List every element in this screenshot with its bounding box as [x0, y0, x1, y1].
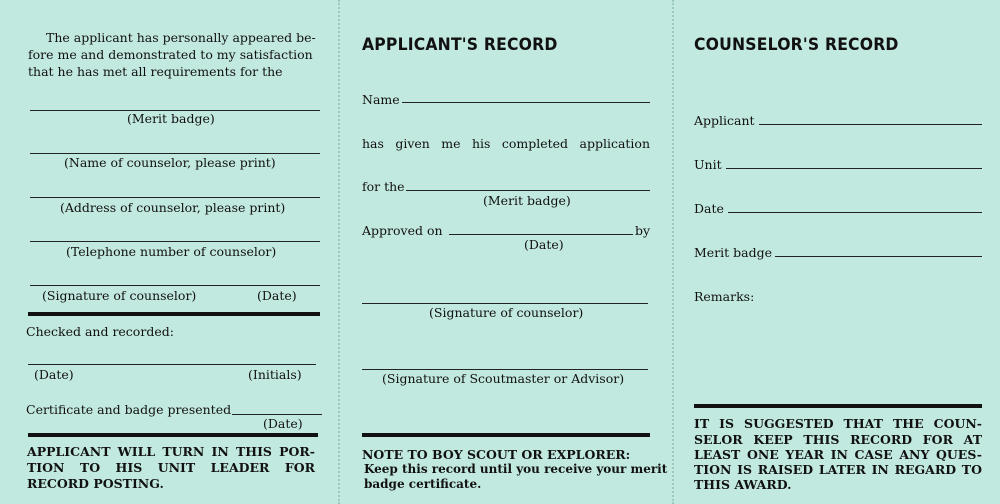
checked-recorded-label: Checked and recorded:	[26, 324, 174, 339]
middle-counselor-signature-caption: (Signature of counselor)	[429, 305, 584, 320]
counselor-address-caption: (Address of counselor, please print)	[60, 200, 286, 215]
initials-caption: (Initials)	[248, 367, 302, 382]
merit-badge-label: Merit badge	[694, 245, 773, 260]
right-footer-line-5: THIS AWARD.	[694, 477, 792, 492]
certificate-date-caption: (Date)	[263, 416, 303, 431]
right-footer-line-1: IT IS SUGGESTED THAT THE COUN-	[694, 416, 982, 431]
counselor-signature-caption: (Signature of counselor)	[42, 288, 197, 303]
left-footer-line-2: TION TO HIS UNIT LEADER FOR	[27, 460, 315, 475]
checked-recorded-line[interactable]	[28, 364, 316, 365]
right-footer-line-3: LEAST ONE YEAR IN CASE ANY QUES-	[694, 447, 982, 462]
applicant-line[interactable]	[759, 124, 982, 125]
checked-date-caption: (Date)	[34, 367, 74, 382]
approved-date-caption: (Date)	[524, 237, 564, 252]
counselor-phone-caption: (Telephone number of counselor)	[66, 244, 277, 259]
counselor-record-heading: COUNSELOR'S RECORD	[694, 35, 899, 55]
approved-on-label: Approved on	[362, 223, 443, 238]
footer-bar-left	[28, 433, 318, 437]
name-line[interactable]	[402, 102, 650, 103]
footer-bar-middle	[362, 433, 650, 437]
by-label: by	[635, 223, 651, 238]
date-line[interactable]	[728, 212, 982, 213]
scoutmaster-signature-caption: (Signature of Scoutmaster or Advisor)	[382, 371, 625, 386]
for-the-label: for the	[362, 179, 405, 194]
applicant-record-heading: APPLICANT'S RECORD	[362, 35, 558, 55]
merit-badge-record-line[interactable]	[775, 256, 982, 257]
counselor-signature-line[interactable]	[30, 285, 320, 286]
footer-bar-right	[694, 404, 982, 408]
unit-line[interactable]	[726, 168, 982, 169]
left-footer-line-3: RECORD POSTING.	[27, 476, 164, 491]
intro-line-1: The applicant has personally appeared be-	[46, 30, 316, 45]
right-footer-line-2: SELOR KEEP THIS RECORD FOR AT	[694, 432, 982, 447]
applicant-label: Applicant	[694, 113, 755, 128]
certificate-presented-label: Certificate and badge presented	[26, 402, 232, 417]
counselor-name-caption: (Name of counselor, please print)	[64, 155, 276, 170]
right-footer-line-4: TION IS RAISED LATER IN REGARD TO	[694, 462, 982, 477]
counselor-address-line[interactable]	[30, 197, 320, 198]
approved-on-line[interactable]	[449, 234, 633, 235]
note-line-2: Keep this record until you receive your merit	[364, 462, 668, 476]
for-the-line[interactable]	[406, 190, 650, 191]
counselor-phone-line[interactable]	[30, 241, 320, 242]
perforation-left	[338, 0, 340, 504]
signature-date-caption: (Date)	[257, 288, 297, 303]
perforation-right	[672, 0, 674, 504]
note-line-1: NOTE TO BOY SCOUT OR EXPLORER:	[362, 447, 631, 462]
divider-bar	[28, 312, 320, 316]
intro-line-2: fore me and demonstrated to my satisfaction	[28, 47, 313, 62]
date-label: Date	[694, 201, 724, 216]
merit-badge-caption: (Merit badge)	[127, 111, 215, 126]
given-application-text: has given me his completed application	[362, 136, 650, 151]
middle-merit-badge-caption: (Merit badge)	[483, 193, 571, 208]
unit-label: Unit	[694, 157, 722, 172]
intro-line-3: that he has met all requirements for the	[28, 64, 283, 79]
remarks-label: Remarks:	[694, 289, 755, 304]
name-label: Name	[362, 92, 400, 107]
note-line-3: badge certificate.	[364, 477, 482, 491]
left-footer-line-1: APPLICANT WILL TURN IN THIS POR-	[27, 444, 315, 459]
